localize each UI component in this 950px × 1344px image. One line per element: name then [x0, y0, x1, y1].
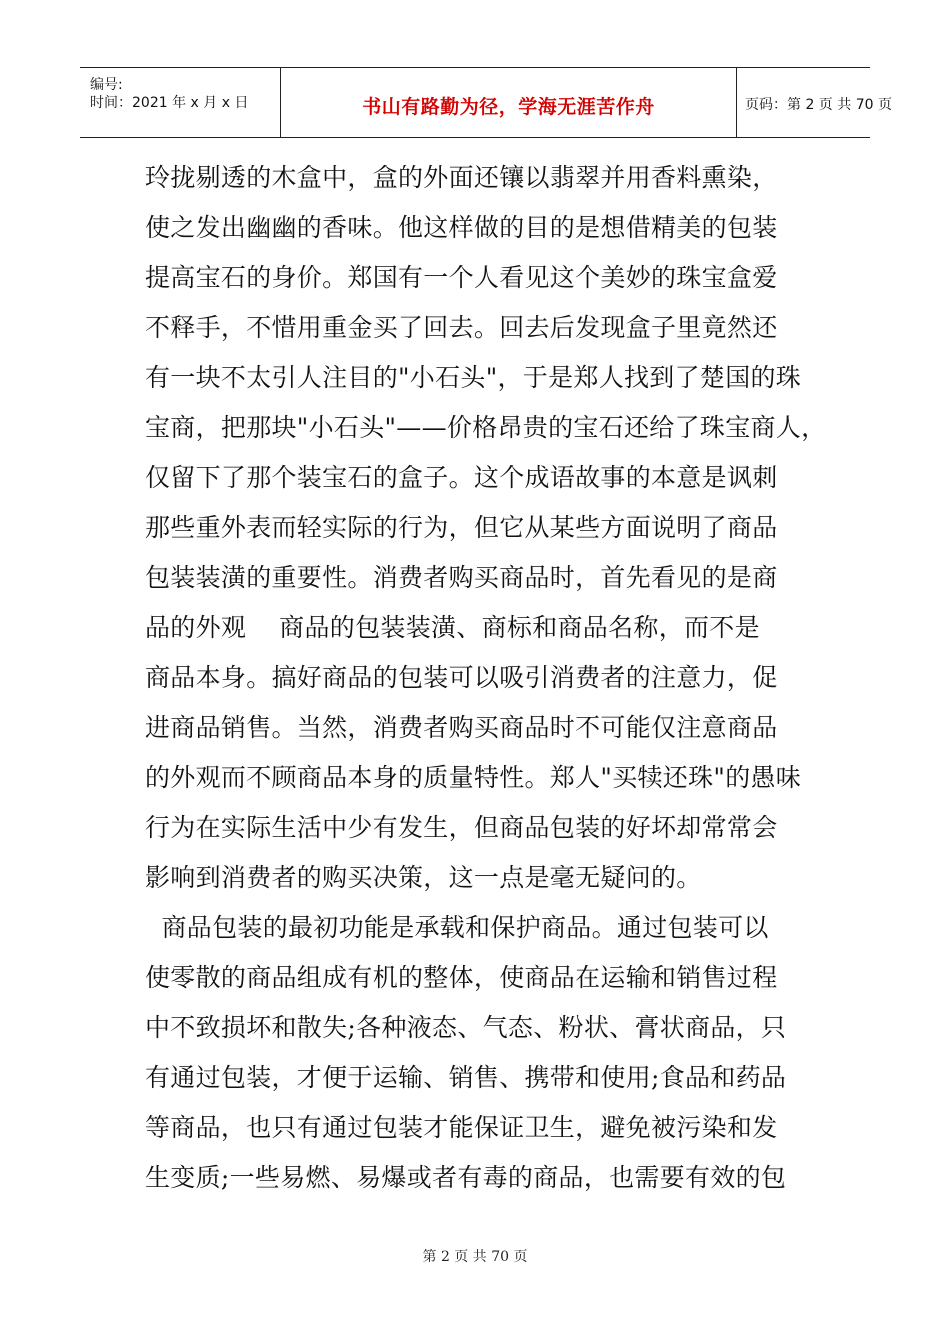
header-meta-cell	[80, 68, 280, 137]
text-line: 玲拢剔透的木盒中，盒的外面还镶以翡翠并用香料熏染，	[145, 163, 778, 192]
text-line: 使零散的商品组成有机的整体，使商品在运输和销售过程	[145, 963, 778, 992]
text-line: 进商品销售。当然，消费者购买商品时不可能仅注意商品	[145, 713, 778, 742]
text-line: 使之发出幽幽的香味。他这样做的目的是想借精美的包装	[145, 213, 778, 242]
text-line: 不释手，不惜用重金买了回去。回去后发现盒子里竟然还	[145, 313, 778, 342]
text-line: 等商品，也只有通过包装才能保证卫生，避免被污染和发	[145, 1113, 778, 1142]
header-page-code: 页码：第 2 页 共 70 页	[745, 97, 892, 113]
document-number-label: 编号:	[90, 77, 123, 93]
text-line: 商品本身。搞好商品的包装可以吸引消费者的注意力，促	[145, 663, 778, 692]
text-line: 有一块不太引人注目的"小石头"，于是郑人找到了楚国的珠	[145, 363, 802, 392]
text-line: 包装装潢的重要性。消费者购买商品时，首先看见的是商	[145, 563, 778, 592]
text-line: 商品包装的最初功能是承载和保护商品。通过包装可以	[145, 913, 769, 942]
paragraph-2	[145, 903, 825, 1203]
text-line: 有通过包装，才便于运输、销售、携带和使用;食品和药品	[145, 1063, 787, 1092]
page-footer: 第 2 页 共 70 页	[422, 1249, 528, 1265]
text-line: 品的外观 商品的包装装潢、商标和商品名称，而不是	[145, 613, 760, 642]
text-line: 影响到消费者的购买决策，这一点是毫无疑问的。	[145, 863, 702, 892]
document-body	[145, 153, 825, 1203]
text-line: 中不致损坏和散失;各种液态、气态、粉状、膏状商品，只	[145, 1013, 787, 1042]
text-line: 提高宝石的身价。郑国有一个人看见这个美妙的珠宝盒爱	[145, 263, 778, 292]
paragraph-1	[145, 153, 825, 903]
document-time-label: 时间：2021 年 x 月 x 日	[90, 95, 249, 111]
header-page-cell	[737, 68, 892, 137]
page-header	[80, 67, 892, 138]
text-line: 那些重外表而轻实际的行为，但它从某些方面说明了商品	[145, 513, 778, 542]
text-line: 仅留下了那个装宝石的盒子。这个成语故事的本意是讽刺	[145, 463, 778, 492]
text-line: 的外观而不顾商品本身的质量特性。郑人"买犊还珠"的愚味	[145, 763, 802, 792]
text-line: 生变质;一些易燃、易爆或者有毒的商品，也需要有效的包	[145, 1163, 787, 1192]
header-motto-cell	[280, 68, 737, 137]
text-line: 行为在实际生活中少有发生，但商品包装的好坏却常常会	[145, 813, 778, 842]
header-motto: 书山有路勤为径，学海无涯苦作舟	[362, 96, 655, 118]
text-line: 宝商，把那块"小石头"——价格昂贵的宝石还给了珠宝商人，	[145, 413, 827, 442]
